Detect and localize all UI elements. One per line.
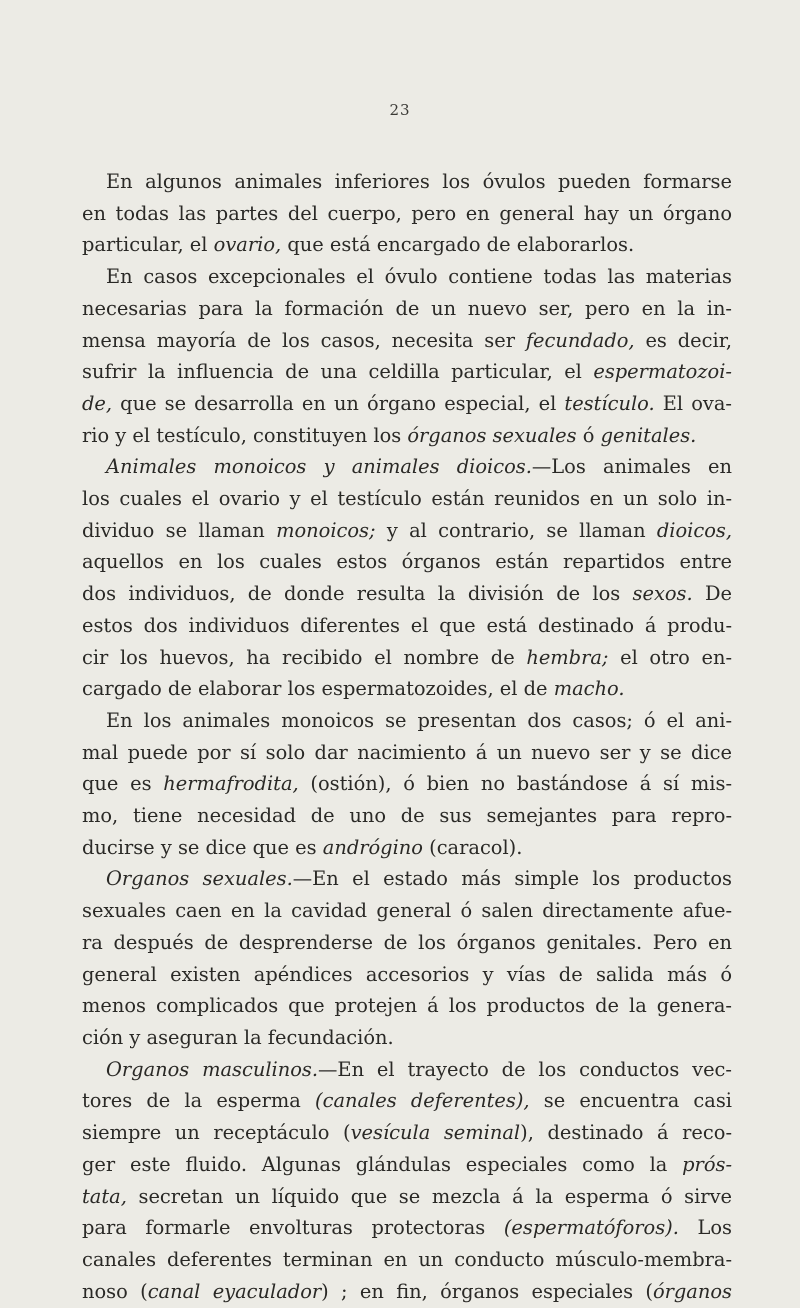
text-segment: En casos excepcionales el óvulo contiene todas las materias bbox=[106, 265, 732, 289]
text-segment: rio y el testículo, constituyen los bbox=[82, 423, 408, 447]
text-segment: tores de la esperma bbox=[82, 1089, 316, 1113]
text-segment: dividuo se llaman bbox=[82, 518, 277, 542]
italic-term: prós- bbox=[682, 1152, 732, 1176]
text-segment: el otro en- bbox=[608, 645, 732, 669]
text-segment: ra después de desprenderse de los órganos genitales. Pero en bbox=[82, 930, 732, 954]
text-line bbox=[82, 959, 732, 991]
text-line bbox=[82, 1212, 732, 1244]
text-segment: noso ( bbox=[82, 1279, 148, 1303]
text-line bbox=[82, 768, 732, 800]
text-segment: —En el trayecto de los conductos vec- bbox=[318, 1057, 732, 1081]
text-line bbox=[82, 261, 732, 293]
text-line bbox=[82, 483, 732, 515]
italic-term: ovario, bbox=[213, 233, 282, 257]
text-line bbox=[82, 1022, 732, 1054]
text-segment: menos complicados que protejen á los productos de la genera- bbox=[82, 994, 732, 1018]
text-segment: es decir, bbox=[634, 328, 732, 352]
italic-term: andrógino bbox=[322, 835, 423, 859]
text-line bbox=[82, 1149, 732, 1181]
text-line bbox=[82, 546, 732, 578]
text-segment: se encuentra casi bbox=[529, 1089, 733, 1113]
text-segment: general existen apéndices accesorios y vías de salida más ó bbox=[82, 962, 732, 986]
text-line bbox=[82, 578, 732, 610]
text-line bbox=[82, 1054, 732, 1086]
text-line bbox=[82, 610, 732, 642]
italic-term: sexos. bbox=[632, 582, 693, 606]
text-segment: mal puede por sí solo dar nacimiento á un nuevo ser y se dice bbox=[82, 740, 732, 764]
italic-term: genitales. bbox=[600, 423, 697, 447]
text-segment: estos dos individuos diferentes el que está destinado á produ- bbox=[82, 613, 732, 637]
italic-term: órganos bbox=[652, 1279, 732, 1303]
text-segment: ) ; en fin, órganos especiales ( bbox=[321, 1279, 653, 1303]
italic-term: Organos masculinos. bbox=[106, 1057, 319, 1081]
text-line bbox=[82, 166, 732, 198]
text-segment: sufrir la influencia de una celdilla particular, el bbox=[82, 360, 594, 384]
text-line bbox=[82, 293, 732, 325]
text-segment: —En el estado más simple los productos bbox=[292, 867, 733, 891]
text-segment: mensa mayoría de los casos, necesita ser bbox=[82, 328, 526, 352]
text-line bbox=[82, 863, 732, 895]
text-segment: De bbox=[692, 582, 732, 606]
italic-term: canal eyaculador bbox=[147, 1279, 322, 1303]
text-line bbox=[82, 927, 732, 959]
text-segment: ger este fluido. Algunas glándulas especiales como la bbox=[82, 1152, 683, 1176]
text-line bbox=[82, 705, 732, 737]
text-line bbox=[82, 1085, 732, 1117]
text-line bbox=[82, 737, 732, 769]
text-line bbox=[82, 1117, 732, 1149]
text-line bbox=[82, 895, 732, 927]
text-segment: —Los animales en bbox=[531, 455, 732, 479]
text-segment: que se desarrolla en un órgano especial, el bbox=[112, 391, 565, 415]
text-segment: dos individuos, de donde resulta la división de los bbox=[82, 582, 633, 606]
text-segment: ó bbox=[576, 423, 601, 447]
text-segment: secretan un líquido que se mezcla á la esperma ó sirve bbox=[126, 1184, 732, 1208]
text-segment: En algunos animales inferiores los óvulos pueden formarse bbox=[106, 170, 732, 193]
italic-term: (espermatóforos). bbox=[503, 1216, 679, 1240]
text-segment: siempre un receptáculo ( bbox=[82, 1121, 351, 1145]
text-segment: particular, el bbox=[82, 233, 214, 257]
text-segment: ción y aseguran la fecundación. bbox=[82, 1025, 394, 1049]
text-line bbox=[82, 800, 732, 832]
italic-term: macho. bbox=[553, 677, 625, 701]
italic-term: testículo. bbox=[564, 391, 655, 415]
text-segment: para formarle envolturas protectoras bbox=[82, 1216, 504, 1240]
text-line bbox=[82, 420, 732, 452]
text-segment: cargado de elaborar los espermatozoides, el de bbox=[82, 677, 554, 701]
text-line bbox=[82, 642, 732, 674]
text-segment: En los animales monoicos se presentan dos casos; ó el ani- bbox=[106, 708, 732, 732]
text-line bbox=[82, 832, 732, 864]
text-body bbox=[82, 166, 732, 1307]
text-line bbox=[82, 451, 732, 483]
italic-term: de, bbox=[82, 391, 113, 415]
text-segment: Los bbox=[678, 1216, 732, 1240]
text-segment: que está encargado de elaborarlos. bbox=[281, 233, 635, 257]
text-line bbox=[82, 356, 732, 388]
text-segment: necesarias para la formación de un nuevo ser, pero en la in- bbox=[82, 296, 732, 320]
text-line bbox=[82, 990, 732, 1022]
text-line bbox=[82, 1244, 732, 1276]
text-segment: y al contrario, se llaman bbox=[375, 518, 657, 542]
italic-term: hembra; bbox=[526, 645, 609, 669]
text-line bbox=[82, 673, 732, 705]
text-line bbox=[82, 515, 732, 547]
italic-term: espermatozoi- bbox=[593, 360, 732, 384]
italic-term: Animales monoicos y animales dioicos. bbox=[106, 455, 532, 479]
italic-term: tata, bbox=[82, 1184, 127, 1208]
text-segment: aquellos en los cuales estos órganos están repartidos entre bbox=[82, 550, 732, 574]
text-segment: sexuales caen en la cavidad general ó salen directamente afue- bbox=[82, 899, 732, 923]
italic-term: monoicos; bbox=[276, 518, 376, 542]
text-segment: cir los huevos, ha recibido el nombre de bbox=[82, 645, 527, 669]
text-segment: canales deferentes terminan en un conducto músculo-membra- bbox=[82, 1247, 732, 1271]
text-segment: los cuales el ovario y el testículo están reunidos en un solo in- bbox=[82, 487, 732, 511]
text-segment: en todas las partes del cuerpo, pero en general hay un órgano bbox=[82, 201, 732, 225]
text-line bbox=[82, 1181, 732, 1213]
text-line bbox=[82, 388, 732, 420]
text-segment: mo, tiene necesidad de uno de sus semejantes para repro- bbox=[82, 804, 732, 828]
text-line bbox=[82, 198, 732, 230]
text-segment: que es bbox=[82, 772, 164, 796]
italic-term: fecundado, bbox=[525, 328, 635, 352]
italic-term: Organos sexuales. bbox=[106, 867, 293, 891]
italic-term: hermafrodita, bbox=[163, 772, 299, 796]
text-segment: (ostión), ó bien no bastándose á sí mis- bbox=[298, 772, 732, 796]
text-line bbox=[82, 325, 732, 357]
text-segment: ), destinado á reco- bbox=[520, 1121, 732, 1145]
italic-term: dioicos, bbox=[656, 518, 732, 542]
page-number: 23 bbox=[389, 101, 411, 119]
text-line bbox=[82, 1276, 732, 1308]
text-segment: ducirse y se dice que es bbox=[82, 835, 323, 859]
text-line bbox=[82, 229, 732, 261]
italic-term: (canales deferentes), bbox=[315, 1089, 530, 1113]
italic-term: órganos sexuales bbox=[407, 423, 577, 447]
italic-term: vesícula seminal bbox=[350, 1121, 521, 1145]
text-segment: (caracol). bbox=[422, 835, 523, 859]
text-segment: El ova- bbox=[654, 391, 732, 415]
